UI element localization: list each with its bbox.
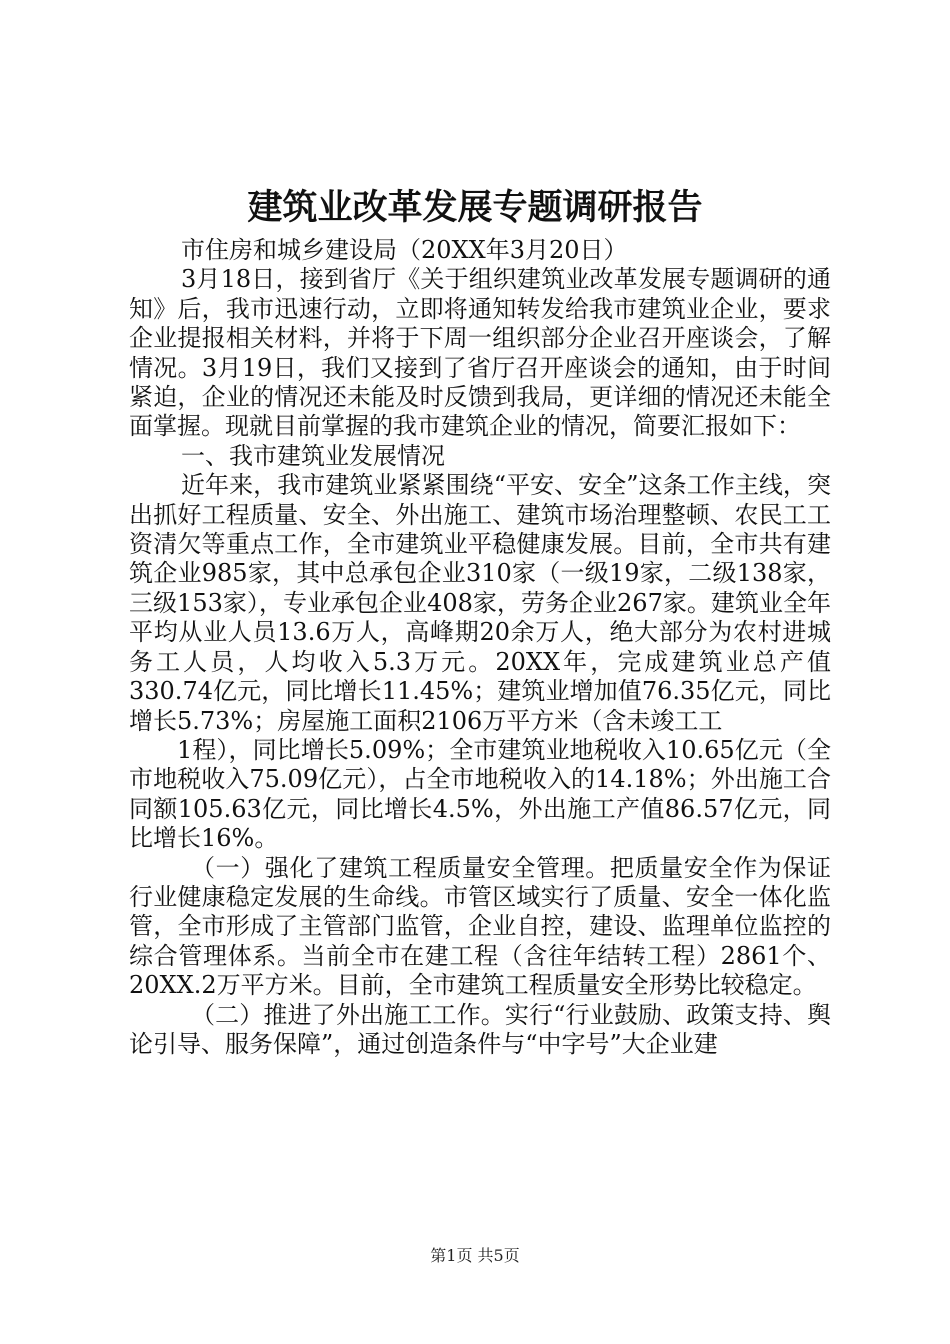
subsection-outbound-construction: （二）推进了外出施工工作。实行“行业鼓励、政策支持、舆论引导、服务保障”，通过创造条件与“中字号”大企业建 xyxy=(129,1000,831,1058)
subsection-quality-safety: （一）强化了建筑工程质量安全管理。把质量安全作为保证行业健康稳定发展的生命线。市管区域实行了质量、安全一体化监管，全市形成了主管部门监管，企业自控，建设、监理单位监控的综合管理体系。当前全市在建工程（含往年结转工程）2861个、20XX.2万平方米。目前，全市建筑工程质量安全形势比较稳定。 xyxy=(129,853,831,1000)
document-body xyxy=(129,236,831,1059)
section-heading: 一、我市建筑业发展情况 xyxy=(181,441,445,470)
development-paragraph: 近年来，我市建筑业紧紧围绕“平安、安全”这条工作主线，突出抓好工程质量、安全、外出施工、建筑市场治理整顿、农民工工资清欠等重点工作，全市建筑业平稳健康发展。目前，全市共有建筑企业985家，其中总承包企业310家（一级19家，二级138家，三级153家），专业承包企业408家，劳务企业267家。建筑业全年平均从业人员13.6万人，高峰期20余万人，绝大部分为农村进城务工人员，人均收入5.3万元。20XX年，完成建筑业总产值330.74亿元，同比增长11.45%；建筑业增加值76.35亿元，同比增长5.73%；房屋施工面积2106万平方米（含未竣工工 xyxy=(129,471,831,735)
issuer-date-line: 市住房和城乡建设局（20XX年3月20日） xyxy=(181,236,628,264)
development-paragraph-continued: 1程），同比增长5.09%；全市建筑业地税收入10.65亿元（全市地税收入75.09亿元），占全市地税收入的14.18%；外出施工合同额105.63亿元，同比增长4.5%，外出施工产值86.57亿元，同比增长16%。 xyxy=(129,735,831,853)
intro-paragraph: 3月18日，接到省厅《关于组织建筑业改革发展专题调研的通知》后，我市迅速行动，立即将通知转发给我市建筑业企业，要求企业提报相关材料，并将于下周一组织部分企业召开座谈会，了解情况。3月19日，我们又接到了省厅召开座谈会的通知，由于时间紧迫，企业的情况还未能及时反馈到我局，更详细的情况还未能全面掌握。现就目前掌握的我市建筑企业的情况，简要汇报如下： xyxy=(129,265,831,441)
page-number-footer: 第1页 共5页 xyxy=(430,1246,520,1265)
document-title: 建筑业改革发展专题调研报告 xyxy=(247,187,703,228)
